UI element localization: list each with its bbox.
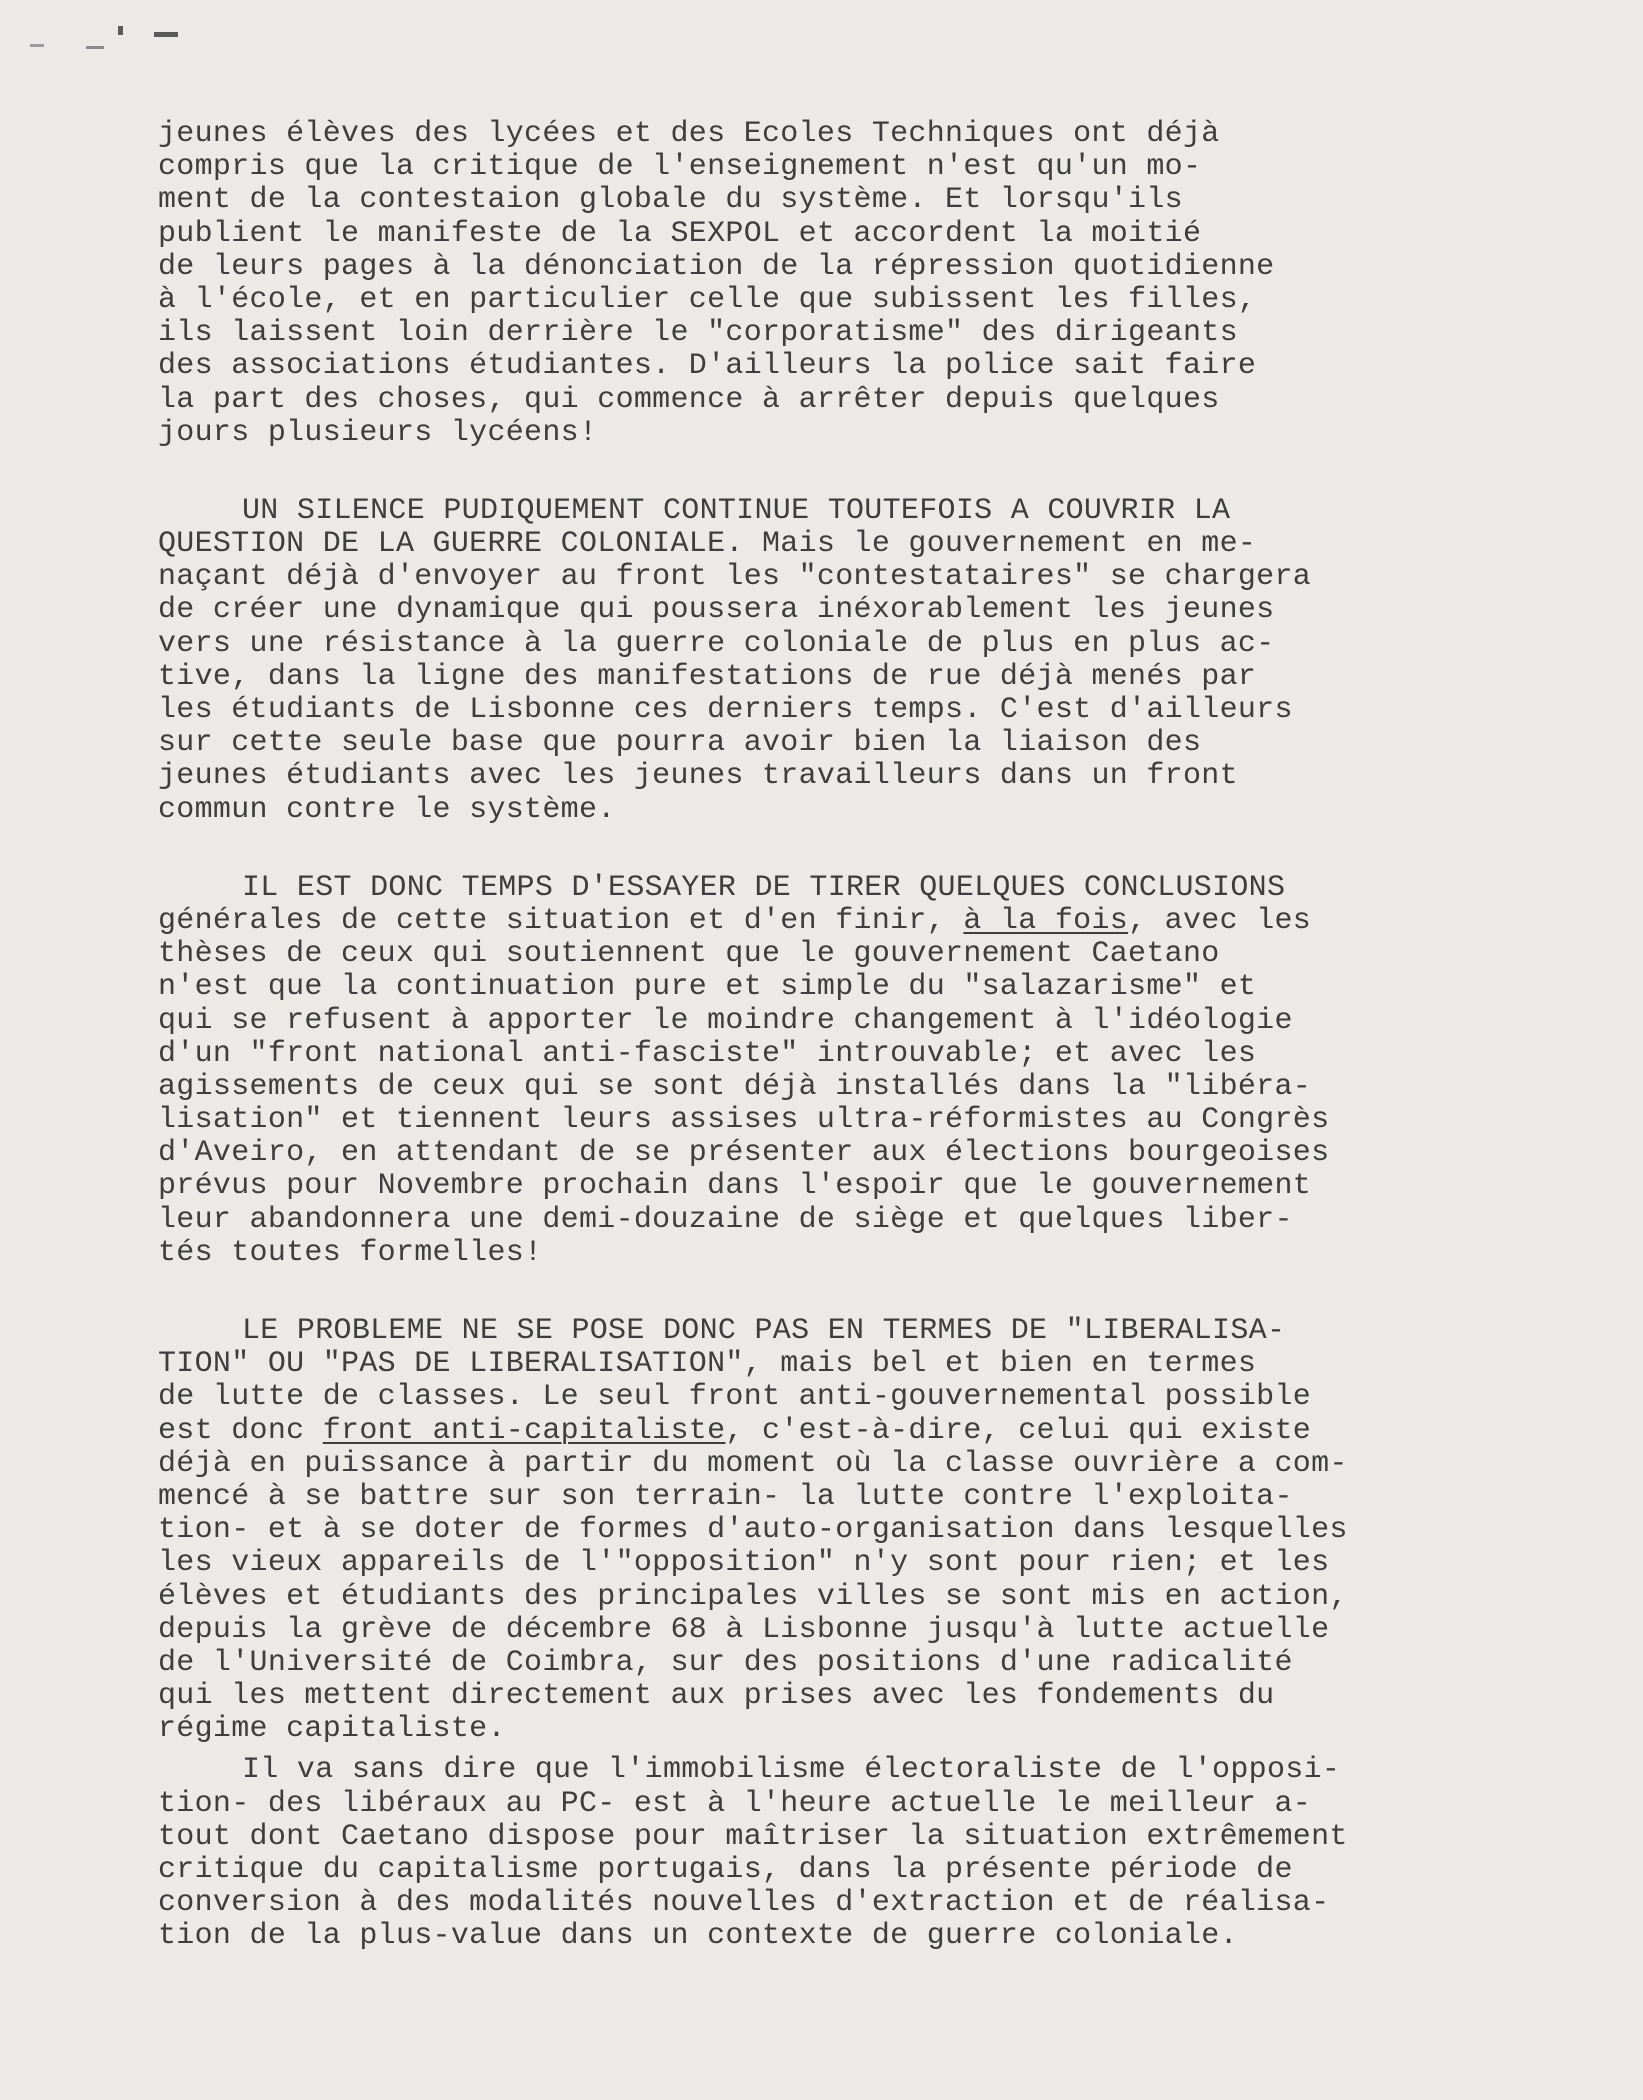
- ink-mark: [118, 26, 123, 35]
- text-line: qui les mettent directement aux prises avec les fondements du: [158, 1679, 1275, 1714]
- text-line: conversion à des modalités nouvelles d'extraction et de réalisa-: [158, 1886, 1330, 1921]
- text-line: élèves et étudiants des principales villes se sont mis en action,: [158, 1579, 1348, 1614]
- text-line: agissements de ceux qui se sont déjà installés dans la "libéra-: [158, 1069, 1312, 1104]
- text-line: la part des choses, qui commence à arrêter depuis quelques: [158, 382, 1220, 417]
- text-line: prévus pour Novembre prochain dans l'espoir que le gouvernement: [158, 1169, 1312, 1204]
- text-line: les étudiants de Lisbonne ces derniers temps. C'est d'ailleurs: [158, 693, 1293, 727]
- underlined-phrase: à la fois: [963, 903, 1129, 938]
- text-line: tion- et à se doter de formes d'auto-organisation dans lesquelles: [158, 1513, 1348, 1548]
- text-line: leur abandonnera une demi-douzaine de siège et quelques liber-: [158, 1202, 1293, 1237]
- paragraph-5: [158, 1754, 1478, 1953]
- text-line: publient le manifeste de la SEXPOL et accordent la moitié: [158, 216, 1202, 251]
- paragraph-2: [158, 495, 1478, 827]
- document-body: [158, 118, 1478, 1954]
- text-line: ils laissent loin derrière le "corporatisme" des dirigeants: [158, 316, 1238, 351]
- text-line: depuis la grève de décembre 68 à Lisbonne jusqu'à lutte actuelle: [158, 1612, 1330, 1647]
- paragraph-4: [158, 1315, 1478, 1746]
- text-line: Il va sans dire que l'immobilisme électoraliste de l'opposi-: [242, 1753, 1341, 1788]
- text-line: les vieux appareils de l'"opposition" n'y sont pour rien; et les: [158, 1546, 1330, 1581]
- text-line: sur cette seule base que pourra avoir bien la liaison des: [158, 726, 1202, 761]
- text-line: des associations étudiantes. D'ailleurs la police sait faire: [158, 349, 1257, 384]
- text-line: de lutte de classes. Le seul front anti-gouvernemental possible: [158, 1380, 1312, 1415]
- text-line: ment de la contestaion globale du système. Et lorsqu'ils: [158, 183, 1183, 218]
- text-line: d'un "front national anti-fasciste" introuvable; et avec les: [158, 1036, 1257, 1071]
- text-line: commun contre le système.: [158, 792, 616, 827]
- text-segment: , c'est-à-dire, celui qui existe: [725, 1413, 1312, 1448]
- paragraph-1: [158, 118, 1478, 450]
- text-line: mencé à se battre sur son terrain- la lutte contre l'exploita-: [158, 1479, 1293, 1514]
- text-line: critique du capitalisme portugais, dans la présente période de: [158, 1853, 1293, 1887]
- ink-mark: [154, 32, 178, 37]
- text-line: de l'Université de Coimbra, sur des positions d'une radicalité: [158, 1645, 1293, 1680]
- text-line: tion de la plus-value dans un contexte de guerre coloniale.: [158, 1919, 1238, 1954]
- text-line: à l'école, et en particulier celle que subissent les filles,: [158, 282, 1257, 317]
- text-line: tive, dans la ligne des manifestations de rue déjà menés par: [158, 659, 1257, 694]
- text-line: qui se refusent à apporter le moindre changement à l'idéologie: [158, 1003, 1293, 1038]
- text-segment: est donc: [158, 1413, 323, 1448]
- underlined-phrase: front anti-capitaliste: [322, 1413, 726, 1448]
- ink-mark: [86, 46, 104, 49]
- text-segment: , avec les: [1128, 903, 1312, 938]
- ink-mark: [30, 44, 44, 47]
- text-line: [158, 905, 1478, 938]
- text-line: tion- des libéraux au PC- est à l'heure actuelle le meilleur a-: [158, 1786, 1312, 1821]
- text-line: naçant déjà d'envoyer au front les "contestataires" se chargera: [158, 560, 1312, 595]
- text-line: thèses de ceux qui soutiennent que le gouvernement Caetano: [158, 937, 1220, 972]
- text-line: de leurs pages à la dénonciation de la répression quotidienne: [158, 249, 1275, 284]
- text-line: UN SILENCE PUDIQUEMENT CONTINUE TOUTEFOIS A COUVRIR LA: [242, 493, 1231, 528]
- text-line: tout dont Caetano dispose pour maîtriser la situation extrêmement: [158, 1819, 1348, 1854]
- text-line: TION" OU "PAS DE LIBERALISATION", mais bel et bien en termes: [158, 1347, 1257, 1382]
- paragraph-3: [158, 872, 1478, 1270]
- text-line: régime capitaliste.: [158, 1712, 506, 1747]
- text-line: tés toutes formelles!: [158, 1235, 543, 1270]
- text-line: jeunes élèves des lycées et des Ecoles Techniques ont déjà: [158, 117, 1220, 151]
- text-segment: générales de cette situation et d'en finir,: [158, 903, 964, 938]
- text-line: IL EST DONC TEMPS D'ESSAYER DE TIRER QUELQUES CONCLUSIONS: [242, 870, 1286, 905]
- text-line: de créer une dynamique qui poussera inéxorablement les jeunes: [158, 593, 1275, 628]
- text-line: LE PROBLEME NE SE POSE DONC PAS EN TERMES DE "LIBERALISA-: [242, 1314, 1286, 1348]
- text-line: vers une résistance à la guerre coloniale de plus en plus ac-: [158, 626, 1275, 661]
- text-line: jours plusieurs lycéens!: [158, 415, 598, 450]
- text-line: déjà en puissance à partir du moment où la classe ouvrière a com-: [158, 1446, 1348, 1481]
- text-line: lisation" et tiennent leurs assises ultra-réformistes au Congrès: [158, 1103, 1330, 1138]
- text-line: d'Aveiro, en attendant de se présenter aux élections bourgeoises: [158, 1136, 1330, 1171]
- text-line: compris que la critique de l'enseignement n'est qu'un mo-: [158, 150, 1202, 185]
- text-line: [158, 1415, 1478, 1448]
- text-line: n'est que la continuation pure et simple du "salazarisme" et: [158, 970, 1257, 1005]
- text-line: QUESTION DE LA GUERRE COLONIALE. Mais le gouvernement en me-: [158, 527, 1257, 562]
- text-line: jeunes étudiants avec les jeunes travailleurs dans un front: [158, 759, 1238, 794]
